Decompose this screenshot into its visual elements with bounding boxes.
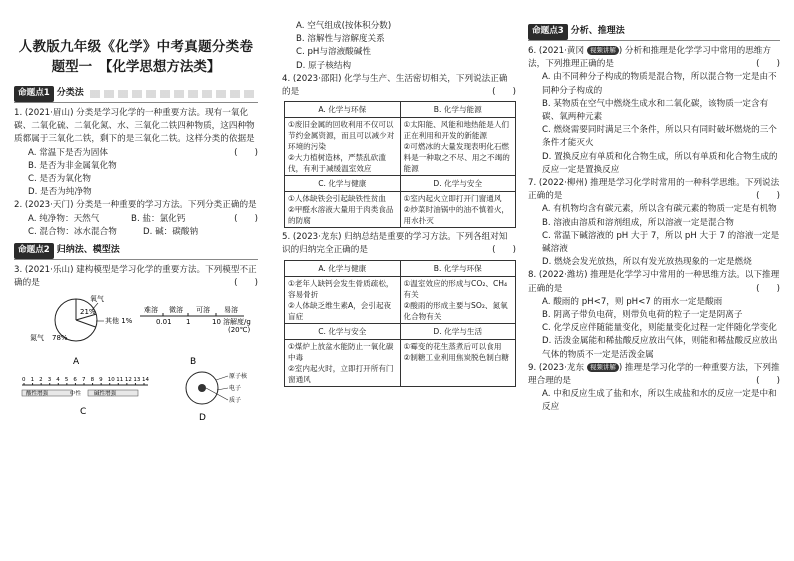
sol-tick-1: 1 — [186, 318, 191, 327]
q5-cell-d: ①霉变的花生蒸煮后可以食用 ②制糖工业利用焦炭脱色制白糖 — [400, 339, 516, 386]
question-7 — [528, 177, 780, 269]
ph-tick-label: 2 — [39, 377, 43, 384]
q4-cell-b: ①太阳能、风能和地热能是人们正在利用和开发的新能源 ②可燃冰的大量发现表明化石燃料是一种取之不尽、用之不竭的能源 — [400, 118, 516, 176]
section-name: 归纳法、模型法 — [56, 245, 120, 256]
question-4 — [282, 73, 516, 228]
option-a[interactable]: A. 纯净物：天然气 — [28, 213, 100, 224]
q4-head-c[interactable]: C. 化学与健康 — [285, 176, 401, 192]
ph-tick-label: 14 — [142, 377, 149, 384]
q4-head-a[interactable]: A. 化学与环保 — [285, 102, 401, 118]
model-figures — [14, 290, 258, 428]
option-d[interactable]: D. 燃烧会发光放热，所以有发光放热现象的一定是燃烧 — [542, 257, 752, 268]
pie-label-other: 其他 1% — [105, 317, 133, 326]
video-badge[interactable]: 视频讲解 — [587, 46, 619, 55]
option-d[interactable]: D. 活泼金属能和稀盐酸反应放出气体，则能和稀盐酸反应放出气体的物质不一定是活泼金属 — [542, 336, 778, 360]
ph-tick-label: 9 — [99, 377, 103, 384]
pie-pct-o2: 21% — [80, 308, 96, 317]
option-a[interactable]: A. 酸雨的 pH<7，则 pH<7 的雨水一定是酸雨 — [542, 296, 723, 307]
model-b-solubility — [140, 305, 251, 367]
ph-tick-label: 1 — [30, 377, 35, 384]
model-d-atom — [186, 372, 248, 423]
question-stem-pre: 6. (2021·黄冈 — [528, 46, 587, 56]
question-stem-post: ) 分析和推理是化学学习中常用的思维方法，下列推理正确的是 — [528, 46, 771, 70]
section-tag: 命题点2 — [14, 243, 54, 258]
sol-tick-2: 10 — [212, 318, 221, 327]
section-name: 分类法 — [56, 88, 84, 99]
answer-paren[interactable]: ( ) — [234, 213, 258, 224]
answer-paren[interactable]: ( ) — [756, 59, 780, 70]
question-8 — [528, 269, 780, 361]
answer-paren[interactable]: ( ) — [234, 278, 258, 289]
section-header-2 — [14, 243, 258, 260]
q3-option-d[interactable]: D. 原子核结构 — [296, 60, 352, 71]
q4-cell-a: ①废旧金属的回收利用不仅可以节约金属资源，而且可以减少对环境的污染 ②大力植树造林，严禁乱砍滥伐，有利于减缓温室效应 — [285, 118, 401, 176]
q3-option-a[interactable]: A. 空气组成(按体积分数) — [296, 21, 392, 31]
ph-base: 碱性增强 — [94, 391, 117, 398]
question-stem: 2. (2023·天门) 分类是一种重要的学习方法。下列分类正确的是 — [14, 200, 257, 211]
section-tag: 命题点3 — [528, 24, 568, 39]
option-c[interactable]: C. 常温下碱溶液的 pH 大于 7，所以 pH 大于 7 的溶液一定是碱溶液 — [542, 230, 780, 255]
option-a[interactable]: A. 常温下是否为固体 — [28, 147, 108, 158]
ph-acid: 酸性增强 — [26, 391, 49, 398]
question-6 — [528, 45, 780, 177]
ph-tick-label: 8 — [90, 377, 95, 384]
q5-head-a[interactable]: A. 化学与健康 — [285, 260, 401, 276]
q4-cell-c: ①人体缺铁会引起缺铁性贫血 ②甲醛水溶液大量用于肉类食品的防腐 — [285, 192, 401, 228]
section-name: 分析、推理法 — [570, 26, 625, 37]
question-stem-post: ) 推理是学习化学的一种重要方法，下列推理合理的是 — [528, 362, 780, 387]
option-d[interactable]: D. 碱：碳酸钠 — [143, 226, 199, 237]
section-tag: 命题点1 — [14, 86, 54, 101]
pie-label-o2: 氧气 — [90, 295, 104, 304]
q4-head-b[interactable]: B. 化学与能源 — [400, 102, 516, 118]
ph-tick-label: 11 — [116, 377, 124, 384]
option-b[interactable]: B. 是否为非金属氧化物 — [28, 160, 117, 171]
model-letter-b: B — [190, 357, 197, 368]
option-a[interactable]: A. 有机物均含有碳元素，所以含有碳元素的物质一定是有机物 — [542, 204, 777, 215]
section-header-1 — [14, 86, 258, 103]
question-3 — [14, 264, 258, 428]
sol-unit: 溶解度/g — [223, 318, 251, 327]
ph-neutral: 中性 — [70, 391, 82, 398]
question-2 — [14, 199, 258, 239]
page-title: 人教版九年级《化学》中考真题分类卷 — [18, 39, 254, 55]
ph-tick-label: 3 — [47, 377, 52, 384]
question-5 — [282, 231, 516, 386]
option-a[interactable]: A. 由不同种分子构成的物质是混合物，所以混合物一定是由不同种分子构成的 — [542, 72, 777, 96]
option-b[interactable]: B. 阴离子带负电荷，则带负电荷的粒子一定是阴离子 — [542, 310, 743, 321]
option-c[interactable]: C. 是否为氧化物 — [28, 174, 92, 185]
column-right — [528, 20, 780, 415]
ph-tick-label: 10 — [107, 377, 115, 384]
ph-tick-label: 12 — [124, 377, 132, 384]
option-a[interactable]: A. 中和反应生成了盐和水，所以生成盐和水的反应一定是中和反应 — [542, 389, 777, 413]
q5-table — [284, 260, 516, 387]
model-figures-svg — [18, 290, 254, 426]
question-stem: 3. (2021·乐山) 建构模型是学习化学的重要方法。下列模型不正确的是 — [14, 265, 257, 289]
sol-label-soluble: 可溶 — [196, 306, 210, 315]
option-d[interactable]: D. 是否为纯净物 — [28, 187, 92, 198]
question-stem: 1. (2021·眉山) 分类是学习化学的一种重要方法。现有一氧化碳、二氧化硫、二氧化氮、水、三氧化二铁四种物质，这四种物质都属于三氧化二铁，剩下的是三氧化二铁。这样分类的依据是 — [14, 108, 255, 145]
model-letter-d: D — [199, 413, 206, 424]
answer-paren[interactable]: ( ) — [234, 147, 258, 158]
question-stem: 8. (2022·潍坊) 推理是化学学习中常用的一种思维方法。以下推理正确的是 — [528, 270, 780, 294]
q5-head-c[interactable]: C. 化学与安全 — [285, 323, 401, 339]
answer-paren[interactable]: ( ) — [492, 87, 516, 98]
question-stem-pre: 9. (2023·龙东 — [528, 362, 587, 373]
option-b[interactable]: B. 溶液由溶质和溶剂组成，所以溶液一定是混合物 — [542, 217, 734, 228]
sol-label-insoluble: 难溶 — [144, 306, 158, 315]
question-stem: 7. (2022·柳州) 推理是学习化学时常用的一种科学思维。下列说法正确的是 — [528, 178, 780, 202]
question-1 — [14, 107, 258, 199]
q5-head-b[interactable]: B. 化学与环保 — [400, 260, 516, 276]
model-letter-a: A — [73, 357, 80, 368]
ph-tick-label: 13 — [133, 377, 141, 384]
ph-tick-label: 4 — [56, 377, 60, 384]
sol-label-slight: 微溶 — [169, 306, 183, 315]
pie-label-n2: 氮气 — [30, 334, 44, 343]
q5-cell-b: ①温室效应的形成与CO₂、CH₄有关 ②酸雨的形成主要与SO₂、氮氧化合物有关 — [400, 276, 516, 323]
answer-paren[interactable]: ( ) — [756, 191, 780, 202]
section-decoration — [90, 90, 258, 98]
atom-electron: 电子 — [229, 385, 242, 393]
pie-pct-n2: 78% — [52, 334, 68, 343]
sol-temp: (20℃) — [228, 326, 251, 335]
ph-tick-label: 0 — [22, 377, 26, 384]
q5-head-d[interactable]: D. 化学与生活 — [400, 323, 516, 339]
option-b[interactable]: B. 某物质在空气中燃烧生成水和二氧化碳，该物质一定含有碳、氧两种元素 — [542, 98, 769, 123]
answer-paren[interactable]: ( ) — [756, 376, 780, 387]
option-d[interactable]: D. 置换反应有单质和化合物生成，所以有单质和化合物生成的反应一定是置换反应 — [542, 151, 778, 175]
option-c[interactable]: C. 燃烧需要同时满足三个条件，所以只有同时破坏燃烧的三个条件才能灭火 — [542, 125, 777, 149]
atom-proton: 质子 — [229, 397, 242, 405]
column-left — [14, 20, 258, 428]
option-c[interactable]: C. 化学反应伴随能量变化，则能量变化过程一定伴随化学变化 — [542, 323, 777, 334]
column-middle — [282, 20, 516, 390]
section-header-3 — [528, 24, 780, 41]
ph-tick-label: 6 — [73, 377, 77, 384]
answer-paren[interactable]: ( ) — [756, 283, 780, 294]
q3-option-c[interactable]: C. pH与溶液酸碱性 — [296, 47, 371, 58]
q3-option-b[interactable]: B. 溶解性与溶解度关系 — [296, 34, 385, 45]
model-c-ph — [22, 377, 149, 417]
sol-label-easy: 易溶 — [224, 306, 238, 315]
model-letter-c: C — [80, 407, 87, 418]
ph-tick-label: 7 — [82, 377, 86, 384]
sol-tick-0: 0.01 — [156, 318, 172, 327]
question-stem: 5. (2023·龙东) 归纳总结是重要的学习方法。下列各组对知识的归纳完全正确的是 — [282, 232, 508, 256]
atom-nucleus: 原子核 — [229, 373, 248, 381]
q5-cell-c: ①煤炉上放盆水能防止一氧化碳中毒 ②室内起火时，立即打开所有门窗通风 — [285, 339, 401, 386]
ph-tick-label: 5 — [64, 377, 69, 384]
question-stem: 4. (2023·邵阳) 化学与生产、生活密切相关，下列说法正确的是 — [282, 73, 508, 98]
page-subtitle: 题型一 【化学思想方法类】 — [51, 59, 221, 75]
q4-cell-d: ①室内起火立即打开门窗通风 ②炒菜时油锅中的油不慎着火，用水扑灭 — [400, 192, 516, 228]
q4-table — [284, 101, 516, 228]
model-a-pie — [30, 294, 133, 367]
q5-cell-a: ①老年人缺钙会发生骨质疏松，容易骨折 ②人体缺乏维生素A，会引起夜盲症 — [285, 276, 401, 323]
q4-head-d[interactable]: D. 化学与安全 — [400, 176, 516, 192]
video-badge[interactable]: 视频讲解 — [587, 363, 619, 372]
option-b[interactable]: B. 盐：氯化钙 — [131, 213, 186, 224]
answer-paren[interactable]: ( ) — [492, 245, 516, 256]
question-9 — [528, 362, 780, 415]
option-c[interactable]: C. 混合物：冰水混合物 — [28, 226, 117, 237]
